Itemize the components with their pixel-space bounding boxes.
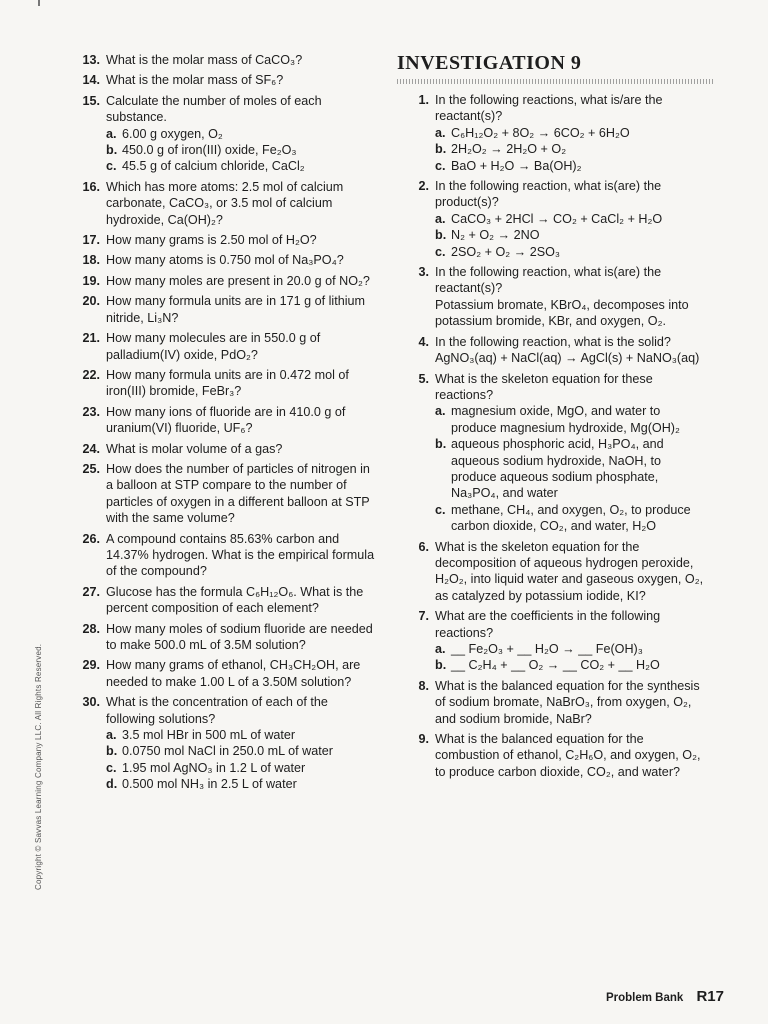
sub-question-text: 45.5 g of calcium chloride, CaCl₂ — [122, 159, 305, 174]
question-item — [78, 52, 378, 68]
question-body — [106, 252, 378, 268]
question-body — [106, 72, 378, 88]
question-body — [106, 621, 378, 654]
question-item — [78, 232, 378, 248]
question-body — [106, 179, 378, 228]
question-body — [435, 264, 709, 330]
question-body — [106, 441, 378, 457]
question-body — [106, 461, 378, 527]
question-body — [106, 93, 378, 175]
sub-question-label: a. — [435, 642, 446, 656]
question-text: What is the concentration of each of the following solutions? — [106, 695, 328, 726]
question-body — [106, 694, 378, 792]
sub-question-label: b. — [435, 142, 447, 157]
question-text: In the following reactions, what is/are the reactant(s)? — [435, 93, 663, 124]
sub-question — [435, 657, 709, 673]
sub-question — [435, 403, 709, 436]
sub-question-label: a. — [435, 211, 446, 226]
sub-question-text: aqueous phosphoric acid, H₃PO₄, and aqueous sodium hydroxide, NaOH, to produce aqueous sodium phosphate, Na₃PO₄, and water — [451, 437, 664, 501]
sub-question-text: 0.0750 mol NaCl in 250.0 mL of water — [122, 744, 333, 759]
question-text: Calculate the number of moles of each substance. — [106, 93, 322, 125]
question-number: 21. — [82, 331, 100, 346]
question-item — [78, 461, 378, 527]
question-number: 1. — [418, 93, 429, 107]
question-item — [78, 657, 378, 690]
sub-question-text: 0.500 mol NH₃ in 2.5 L of water — [122, 777, 297, 792]
question-text: How many atoms is 0.750 mol of Na₃PO₄? — [106, 253, 344, 268]
question-body — [106, 273, 378, 289]
question-body — [106, 531, 378, 580]
question-number: 17. — [82, 233, 100, 248]
question-number: 8. — [418, 678, 429, 693]
question-body — [106, 404, 378, 437]
question-text: How many formula units are in 0.472 mol of iron(III) bromide, FeBr₃? — [106, 367, 349, 399]
question-body — [435, 678, 709, 727]
question-number: 19. — [82, 273, 100, 288]
question-item — [78, 293, 378, 326]
question-item — [407, 608, 709, 674]
question-text: How many molecules are in 550.0 g of palladium(IV) oxide, PdO₂? — [106, 331, 321, 362]
question-text: Glucose has the formula C₆H₁₂O₆. What is the percent composition of each element? — [106, 584, 364, 616]
question-item — [407, 92, 709, 174]
question-text: What is the molar mass of SF₆? — [106, 73, 284, 88]
page-footer — [606, 988, 724, 1005]
question-number: 30. — [82, 695, 100, 710]
question-number: 13. — [82, 53, 100, 67]
sub-question-label: b. — [106, 744, 118, 759]
page-number: R17 — [696, 988, 724, 1005]
question-item — [78, 252, 378, 268]
question-text: How many grams of ethanol, CH₃CH₂OH, are needed to make 1.00 L of a 3.50M solution? — [106, 658, 361, 689]
question-text: What is the balanced equation for the combustion of ethanol, C₂H₆O, and oxygen, O₂, to produce carbon dioxide, CO₂, and water? — [435, 732, 701, 779]
sub-question-text: 6.00 g oxygen, O₂ — [122, 126, 223, 141]
right-question-list — [397, 92, 709, 780]
question-body — [435, 371, 709, 535]
question-item — [407, 371, 709, 535]
question-text: How many formula units are in 171 g of lithium nitride, Li₃N? — [106, 294, 365, 325]
right-column — [397, 52, 709, 784]
copyright-note: Copyright © Savvas Learning Company LLC. All Rights Reserved. — [34, 643, 43, 890]
sub-question — [435, 141, 709, 157]
sub-question — [106, 158, 378, 174]
question-item — [407, 539, 709, 605]
scan-mark — [38, 0, 40, 6]
question-number: 22. — [82, 367, 100, 382]
sub-question-label: c. — [106, 760, 117, 775]
question-body — [435, 92, 709, 174]
question-number: 28. — [82, 621, 100, 636]
question-body — [435, 334, 709, 367]
question-item — [407, 264, 709, 330]
question-item — [78, 330, 378, 363]
question-body — [106, 232, 378, 248]
question-text: A compound contains 85.63% carbon and 14.37% hydrogen. What is the empirical formula of the compound? — [106, 531, 375, 579]
question-number: 7. — [418, 609, 429, 624]
sub-question — [106, 760, 378, 776]
question-text: What is the skeleton equation for the decomposition of aqueous hydrogen peroxide, H₂O₂, into liquid water and gaseous oxygen, O₂, as catalyzed by potassium iodide, KI? — [435, 539, 704, 603]
question-body — [106, 657, 378, 690]
question-item — [78, 584, 378, 617]
sub-question — [435, 125, 709, 141]
question-number: 6. — [418, 539, 429, 554]
sub-question-label: c. — [435, 244, 446, 259]
question-item — [407, 334, 709, 367]
question-body — [435, 608, 709, 674]
sub-question-text: CaCO₃ + 2HCl → CO₂ + CaCl₂ + H₂O — [451, 211, 663, 226]
question-number: 16. — [82, 179, 100, 194]
question-text: How many moles of sodium fluoride are needed to make 500.0 mL of 3.5M solution? — [106, 621, 373, 652]
sub-question-label: d. — [106, 777, 118, 792]
question-item — [78, 441, 378, 457]
question-item — [78, 404, 378, 437]
sub-question — [435, 502, 709, 535]
question-text: How many ions of fluoride are in 410.0 g of uranium(VI) fluoride, UF₆? — [106, 404, 346, 436]
sub-question — [435, 227, 709, 243]
sub-question-text: __ Fe₂O₃ + __ H₂O → __ Fe(OH)₃ — [451, 642, 643, 656]
question-text: What is molar volume of a gas? — [106, 441, 283, 456]
sub-question-text: N₂ + O₂ → 2NO — [451, 228, 540, 243]
question-item — [78, 531, 378, 580]
question-item — [78, 72, 378, 88]
question-number: 14. — [82, 73, 100, 88]
question-text: How many moles are present in 20.0 g of NO₂? — [106, 273, 370, 288]
sub-question-text: 450.0 g of iron(III) oxide, Fe₂O₃ — [122, 143, 297, 158]
sub-question-label: b. — [435, 228, 447, 243]
sub-question-text: 3.5 mol HBr in 500 mL of water — [122, 728, 296, 743]
sub-question — [106, 727, 378, 743]
sub-question — [435, 211, 709, 227]
sub-question-label: a. — [435, 125, 446, 140]
sub-question-label: a. — [106, 126, 117, 141]
sub-question — [435, 158, 709, 174]
sub-question-text: methane, CH₄, and oxygen, O₂, to produce carbon dioxide, CO₂, and water, H₂O — [451, 502, 691, 534]
sub-question — [435, 244, 709, 260]
question-number: 27. — [82, 584, 100, 599]
question-body — [106, 293, 378, 326]
question-number: 20. — [82, 294, 100, 309]
question-number: 24. — [82, 441, 100, 456]
left-column — [78, 52, 378, 797]
question-item — [78, 273, 378, 289]
question-body — [106, 330, 378, 363]
question-item — [78, 621, 378, 654]
question-text: How does the number of particles of nitrogen in a balloon at STP compare to the number of particles of oxygen in a different balloon at STP with the same volume? — [106, 461, 370, 526]
sub-question — [435, 436, 709, 502]
question-number: 23. — [82, 404, 100, 419]
section-title: INVESTIGATION 9 — [397, 52, 582, 74]
sub-question-text: BaO + H₂O → Ba(OH)₂ — [451, 158, 582, 173]
sub-question — [435, 641, 709, 657]
sub-question-label: b. — [435, 437, 447, 452]
footer-label: Problem Bank — [605, 992, 684, 1004]
question-number: 18. — [82, 253, 100, 268]
question-number: 26. — [82, 531, 100, 546]
question-body — [435, 731, 709, 780]
sub-question-label: b. — [106, 143, 118, 158]
question-body — [106, 367, 378, 400]
sub-question — [106, 743, 378, 759]
question-text: In the following reaction, what is(are) the product(s)? — [435, 179, 662, 210]
question-detail: Potassium bromate, KBrO₄, decomposes into potassium bromide, KBr, and oxygen, O₂. — [435, 297, 689, 329]
question-text: How many grams is 2.50 mol of H₂O? — [106, 233, 317, 248]
sub-question-label: b. — [435, 658, 447, 673]
question-body — [106, 584, 378, 617]
question-body — [106, 52, 378, 68]
sub-question-label: c. — [435, 502, 446, 517]
sub-question-text: magnesium oxide, MgO, and water to produce magnesium hydroxide, Mg(OH)₂ — [451, 404, 680, 435]
sub-question — [106, 776, 378, 792]
question-item — [407, 678, 709, 727]
question-text: What is the skeleton equation for these reactions? — [435, 371, 653, 402]
question-text: What are the coefficients in the following reactions? — [435, 609, 661, 640]
question-number: 15. — [82, 93, 100, 108]
sub-question-text: 2H₂O₂ → 2H₂O + O₂ — [451, 142, 567, 157]
sub-question-label: a. — [435, 404, 446, 419]
question-text: In the following reaction, what is(are) the reactant(s)? — [435, 265, 662, 296]
section-divider — [397, 79, 713, 84]
question-text: In the following reaction, what is the solid? — [435, 334, 671, 349]
question-item — [407, 178, 709, 260]
question-number: 29. — [82, 658, 100, 673]
question-number: 2. — [418, 179, 429, 194]
question-text: What is the molar mass of CaCO₃? — [106, 53, 303, 67]
question-item — [407, 731, 709, 780]
sub-question-label: c. — [106, 159, 117, 174]
question-item — [78, 367, 378, 400]
question-item — [78, 179, 378, 228]
question-item — [78, 694, 378, 792]
sub-question-text: 2SO₂ + O₂ → 2SO₃ — [451, 244, 561, 259]
sub-question-label: c. — [435, 158, 446, 173]
question-body — [435, 539, 709, 605]
question-item — [78, 93, 378, 175]
question-text: Which has more atoms: 2.5 mol of calcium carbonate, CaCO₃, or 3.5 mol of calcium hydroxide, Ca(OH)₂? — [106, 179, 344, 227]
question-number: 25. — [82, 461, 100, 476]
question-body — [435, 178, 709, 260]
sub-question-text: 1.95 mol AgNO₃ in 1.2 L of water — [122, 760, 306, 775]
sub-question-text: __ C₂H₄ + __ O₂ → __ CO₂ + __ H₂O — [451, 658, 660, 673]
sub-question — [106, 142, 378, 158]
sub-question-text: C₆H₁₂O₂ + 8O₂ → 6CO₂ + 6H₂O — [451, 125, 630, 140]
question-detail: AgNO₃(aq) + NaCl(aq) → AgCl(s) + NaNO₃(aq) — [435, 351, 700, 366]
sub-question — [106, 126, 378, 142]
question-number: 5. — [418, 371, 429, 386]
sub-question-label: a. — [106, 728, 117, 743]
question-number: 3. — [418, 265, 429, 280]
question-number: 9. — [418, 732, 429, 747]
question-text: What is the balanced equation for the synthesis of sodium bromate, NaBrO₃, from oxygen, O₂, and sodium bromide, NaBr? — [435, 678, 700, 726]
question-number: 4. — [418, 334, 429, 349]
